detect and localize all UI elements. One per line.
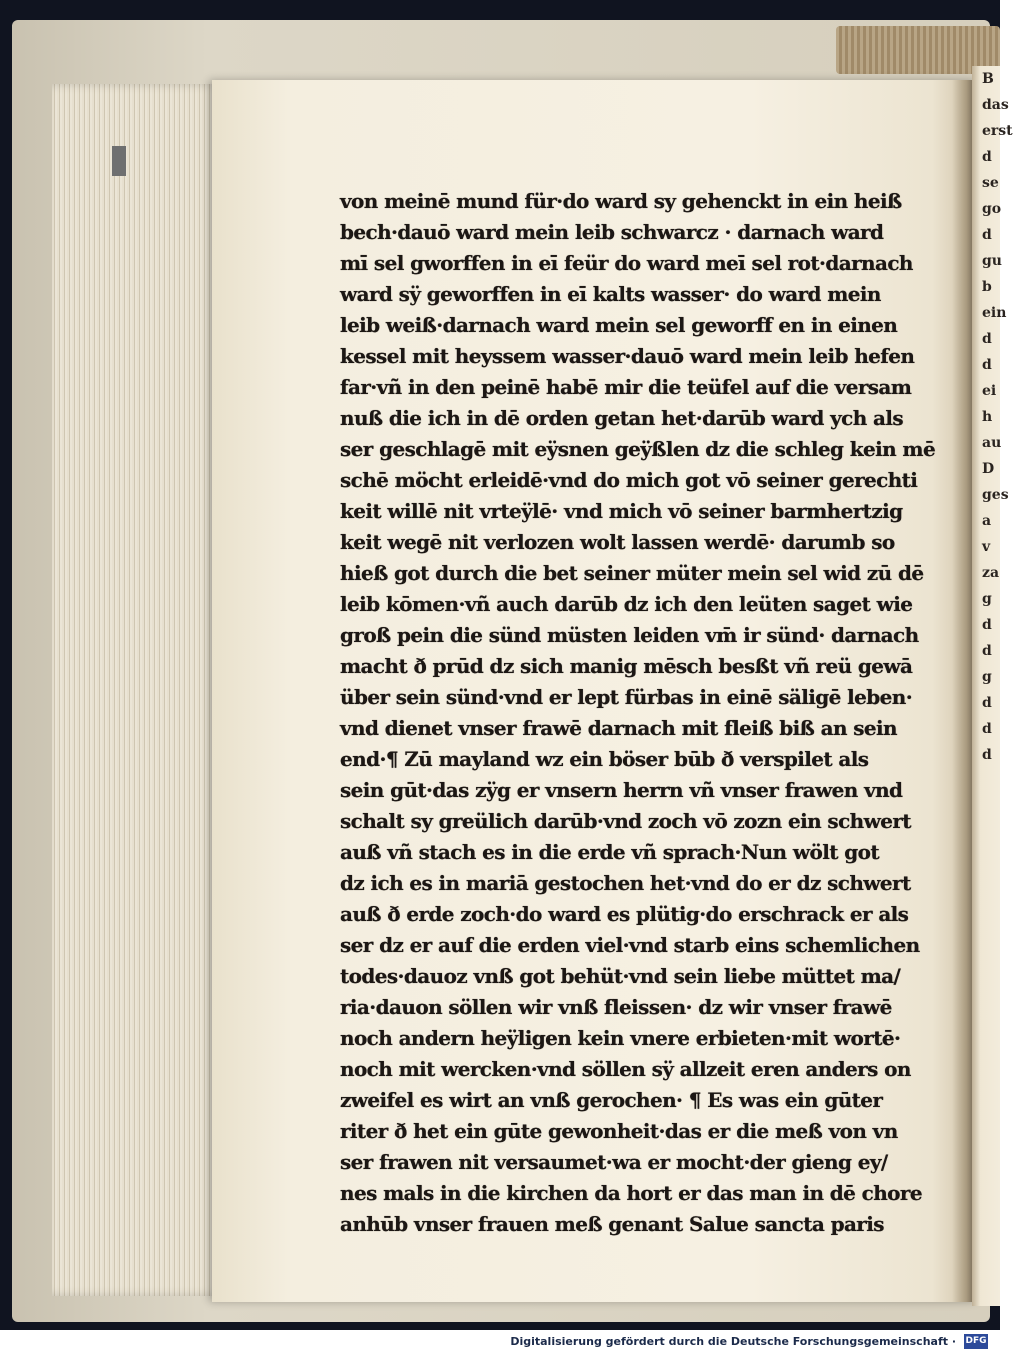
facing-text-fragment: a xyxy=(982,513,992,529)
text-line: noch mit wercken·vnd söllen sÿ allzeit eren anders on xyxy=(340,1057,911,1081)
facing-text-fragment: d xyxy=(982,149,992,165)
text-line: schalt sy greülich darūb·vnd zoch vō zozn ein schwert xyxy=(340,809,911,833)
funding-credit: Digitalisierung gefördert durch die Deutsche Forschungsgemeinschaft · xyxy=(510,1335,956,1348)
text-line: schē möcht erleidē·vnd do mich got vō seiner gerechti xyxy=(340,468,918,492)
text-line: mī sel gworffen in eī feür do ward meī sel rot·darnach xyxy=(340,251,913,275)
text-line: groß pein die sünd müsten leiden vm̄ ir sünd· darnach xyxy=(340,623,919,647)
facing-text-fragment: au xyxy=(982,435,1002,451)
facing-text-fragment: b xyxy=(982,279,992,295)
text-line: ser dz er auf die erden viel·vnd starb eins schemlichen xyxy=(340,933,920,957)
tab-marker xyxy=(112,146,126,176)
text-line: bech·dauō ward mein leib schwarcz · darnach ward xyxy=(340,220,884,244)
text-line: auß ð erde zoch·do ward es plütig·do erschrack er als xyxy=(340,902,909,926)
text-line: von meinē mund für·do ward sy gehenckt in ein heiß xyxy=(340,189,902,213)
text-line: end·¶ Zū mayland wz ein böser būb ð verspilet als xyxy=(340,747,869,771)
text-line: hieß got durch die bet seiner müter mein sel wid zū dē xyxy=(340,561,924,585)
text-line: sein gūt·das zÿg er vnsern herrn vñ vnser frawen vnd xyxy=(340,778,903,802)
facing-text-fragment: d xyxy=(982,643,992,659)
facing-text-fragment: ein xyxy=(982,305,1007,321)
text-line: todes·dauoz vnß got behüt·vnd sein liebe müttet ma/ xyxy=(340,964,901,988)
facing-text-fragment: d xyxy=(982,695,992,711)
facing-text-fragment: d xyxy=(982,227,992,243)
page-edges xyxy=(52,84,220,1296)
facing-text-fragment: d xyxy=(982,331,992,347)
text-line: zweifel es wirt an vnß gerochen· ¶ Es was ein gūter xyxy=(340,1088,883,1112)
facing-text-fragment: za xyxy=(982,565,1000,581)
text-line: nes mals in die kirchen da hort er das man in dē chore xyxy=(340,1181,922,1205)
facing-text-fragment: d xyxy=(982,357,992,373)
facing-text-fragment: g xyxy=(982,669,992,685)
facing-text-fragment: B xyxy=(982,71,994,87)
text-line: dz ich es in mariā gestochen het·vnd do er dz schwert xyxy=(340,871,911,895)
facing-text-fragment: go xyxy=(982,201,1002,217)
text-line: keit willē nit vrteÿlē· vnd mich vō seiner barmhertzig xyxy=(340,499,903,523)
text-line: vnd dienet vnser frawē darnach mit fleiß biß an sein xyxy=(340,716,897,740)
facing-page-fragment xyxy=(972,66,1013,1306)
facing-text-fragment: v xyxy=(982,539,991,555)
text-line: ser geschlagē mit eÿsnen geÿßlen dz die schleg kein mē xyxy=(340,437,936,461)
facing-text-fragment: d xyxy=(982,721,992,737)
facing-text-fragment: se xyxy=(982,175,999,191)
text-line: ward sÿ geworffen in eī kalts wasser· do ward mein xyxy=(340,282,881,306)
text-line: keit wegē nit verlozen wolt lassen werdē· darumb so xyxy=(340,530,895,554)
text-line: leib kōmen·vñ auch darūb dz ich den leüten saget wie xyxy=(340,592,913,616)
text-line: auß vñ stach es in die erde vñ sprach·Nun wölt got xyxy=(340,840,879,864)
facing-text-fragment: das xyxy=(982,97,1009,113)
text-line: ria·dauon söllen wir vnß fleissen· dz wir vnser frawē xyxy=(340,995,892,1019)
text-line: far·vñ in den peinē habē mir die teüfel auf die versam xyxy=(340,375,912,399)
dfg-logo: DFG xyxy=(964,1334,988,1349)
text-line: leib weiß·darnach ward mein sel geworff en in einen xyxy=(340,313,898,337)
text-line: nuß die ich in dē orden getan het·darūb ward ych als xyxy=(340,406,904,430)
text-line: riter ð het ein gūte gewonheit·das er die meß von vn xyxy=(340,1119,898,1143)
facing-text-fragment: gu xyxy=(982,253,1002,269)
facing-text-fragment: ei xyxy=(982,383,997,399)
text-line: kessel mit heyssem wasser·dauō ward mein leib hefen xyxy=(340,344,915,368)
facing-text-fragment: h xyxy=(982,409,993,425)
facing-text-fragment: ges xyxy=(982,487,1009,503)
text-line: anhūb vnser frauen meß genant Salue sancta paris xyxy=(340,1212,884,1236)
text-line: macht ð prūd dz sich manig mēsch besßt vñ reü gewā xyxy=(340,654,913,678)
facing-text-fragment: d xyxy=(982,617,992,633)
text-line: noch andern heÿligen kein vnere erbieten·mit wortē· xyxy=(340,1026,901,1050)
page-text-block xyxy=(340,186,936,1240)
text-line: über sein sünd·vnd er lept fürbas in einē säligē leben· xyxy=(340,685,913,709)
credit-footer xyxy=(0,1330,1000,1354)
text-line: ser frawen nit versaumet·wa er mocht·der gieng ey/ xyxy=(340,1150,888,1174)
facing-text-fragment: d xyxy=(982,747,992,763)
facing-text-fragment: D xyxy=(982,461,995,477)
facing-text-fragment: erst xyxy=(982,123,1013,139)
facing-text-fragment: g xyxy=(982,591,992,607)
